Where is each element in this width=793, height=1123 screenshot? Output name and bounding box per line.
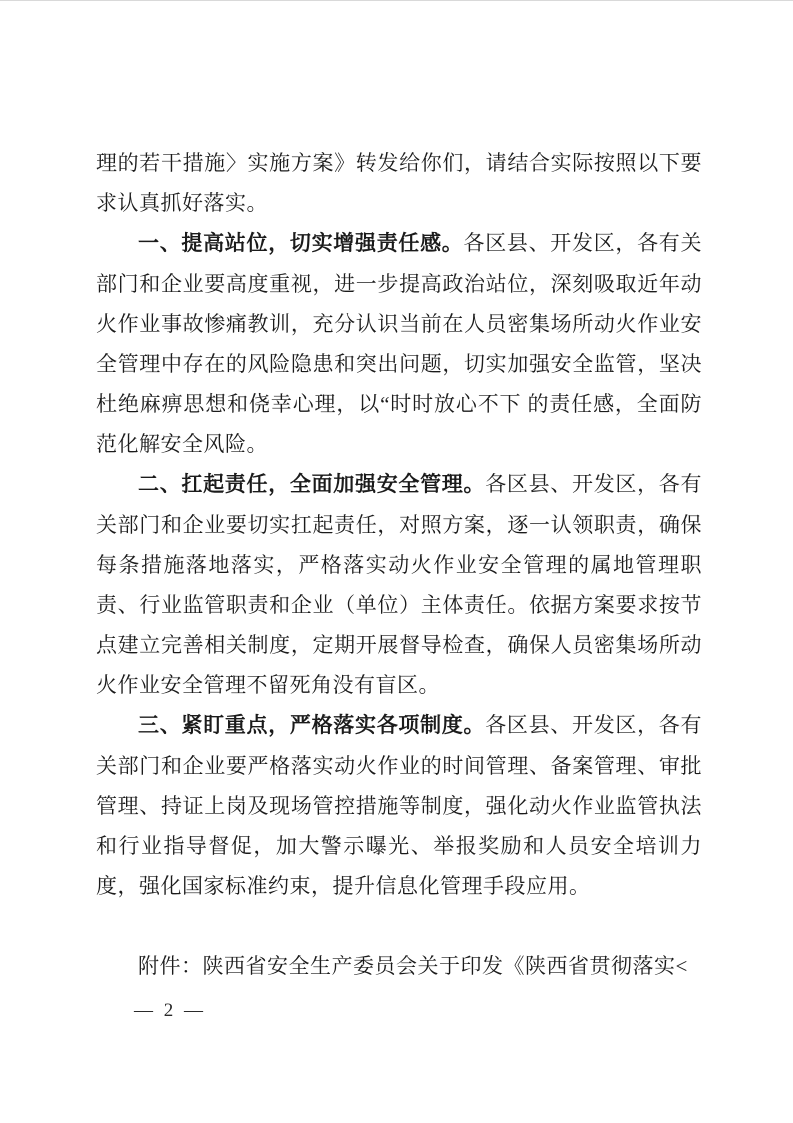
paragraph-2	[96, 464, 702, 705]
paragraph-3-text: 各区县、开发区，各有关部门和企业要严格落实动火作业的时间管理、备案管理、审批管理、持证上岗及现场管控措施等制度，强化动火作业监管执法和行业指导督促，加大警示曝光、举报奖励和人员安全培训力度，强化国家标准约束，提升信息化管理手段应用。	[96, 713, 703, 898]
paragraph-3	[96, 705, 702, 906]
paragraph-1-heading: 一、提高站位，切实增强责任感。	[138, 232, 464, 255]
paragraph-2-text: 各区县、开发区，各有关部门和企业要切实扛起责任，对照方案，逐一认领职责，确保每条措施落地落实，严格落实动火作业安全管理的属地管理职责、行业监管职责和企业（单位）主体责任。依据方案要求按节点建立完善相关制度，定期开展督导检查，确保人员密集场所动火作业安全管理不留死角没有盲区。	[96, 472, 703, 697]
paragraph-1	[96, 223, 702, 464]
attachment-text: 陕西省安全生产委员会关于印发《陕西省贯彻落实<	[202, 954, 688, 978]
paragraph-1-text: 各区县、开发区，各有关部门和企业要高度重视，进一步提高政治站位，深刻吸取近年动火作业事故惨痛教训，充分认识当前在人员密集场所动火作业安全管理中存在的风险隐患和突出问题，切实加强安全监管，坚决杜绝麻痹思想和侥幸心理，以“时时放心不下 的责任感，全面防范化解安全风险。	[96, 231, 702, 456]
intro-continuation-paragraph: 理的若干措施〉实施方案》转发给你们，请结合实际按照以下要求认真抓好落实。	[96, 151, 702, 215]
attachment-line	[96, 946, 702, 986]
page-number: — 2 —	[134, 1000, 206, 1021]
paragraph-2-heading: 二、扛起责任，全面加强安全管理。	[138, 473, 486, 496]
attachment-label: 附件：	[138, 954, 203, 978]
paragraph-3-heading: 三、紧盯重点，严格落实各项制度。	[138, 714, 486, 737]
document-body	[96, 143, 702, 986]
